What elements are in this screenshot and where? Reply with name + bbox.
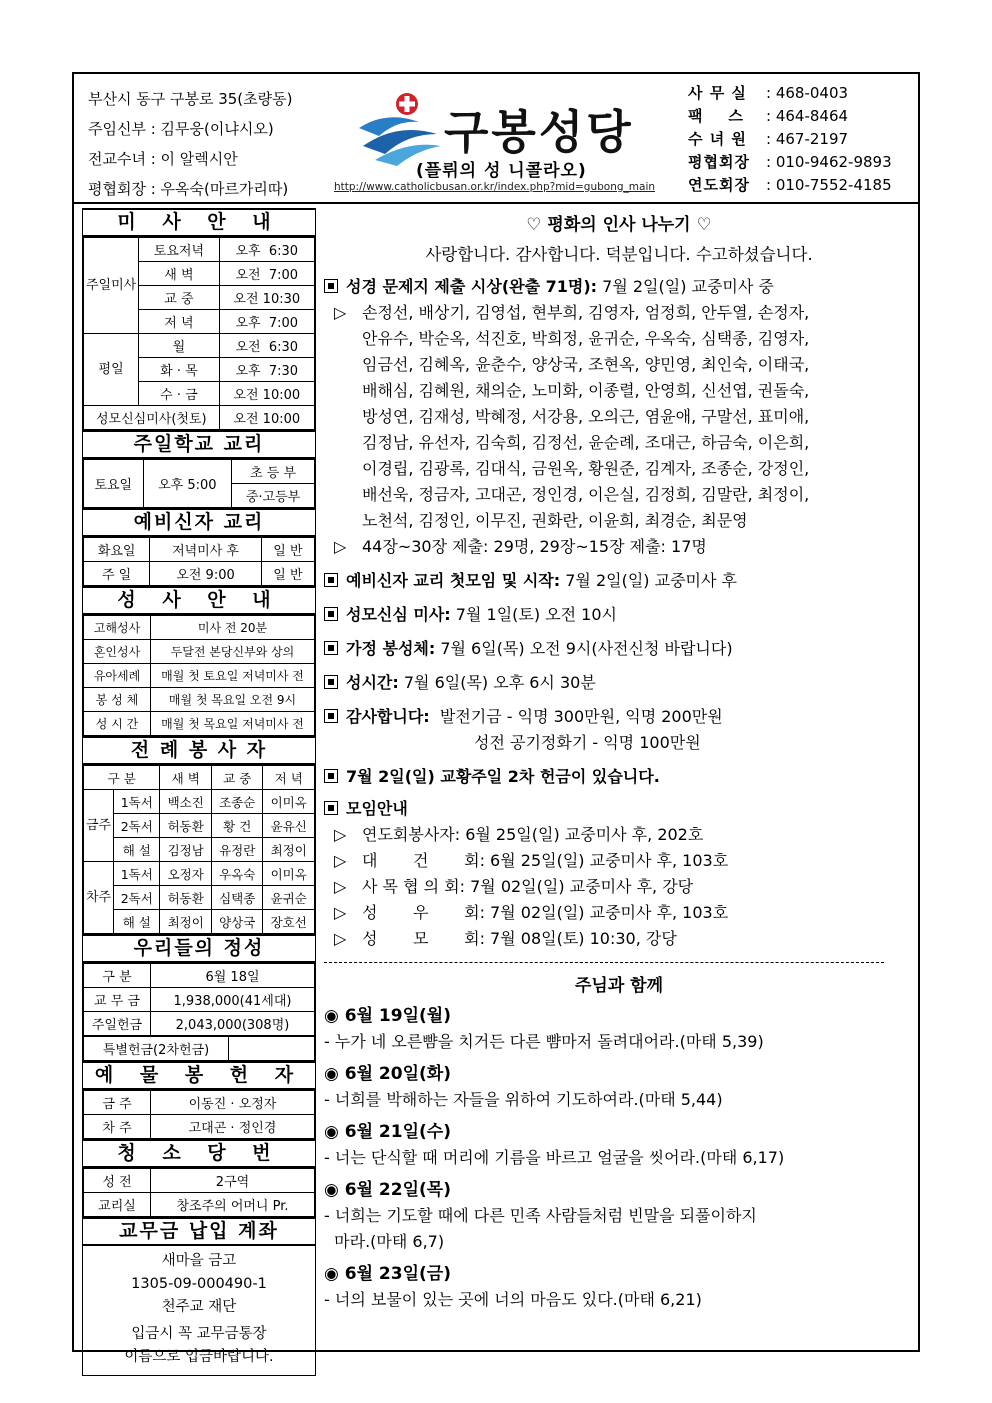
square-bullet-icon [324, 641, 338, 655]
church-title: 구봉성당 [444, 105, 634, 159]
weekday-mass-label: 평일 [84, 334, 139, 406]
day-heading: ◉ 6월 20일(화) [324, 1064, 451, 1084]
day-verse: - 너희는 기도할 때에 다른 민족 사람들처럼 빈말을 되풀이하지 [324, 1206, 757, 1225]
triangle-bullet-icon: ▷ [334, 903, 347, 922]
meeting-item: ▷ 성 모 회: 7월 08일(토) 10:30, 강당 [324, 926, 914, 952]
address: 부산시 동구 구봉로 35(초량동) [88, 90, 293, 108]
name-row: 노천석, 김정인, 이무진, 권화란, 이윤희, 최경순, 최문영 [362, 511, 748, 530]
header-info [88, 84, 293, 204]
special-offering-table: 특별헌금(2차헌금) [83, 1036, 315, 1061]
bulletin-frame [72, 72, 920, 1365]
meeting-header: 모임안내 [324, 796, 914, 822]
name-row: 이경립, 김광록, 김대식, 금원옥, 황원준, 김계자, 조종순, 강정인, [362, 459, 810, 478]
catechumen-title: 예비신자 교리 [83, 509, 315, 537]
sunday-school-title: 주일학교 교리 [83, 431, 315, 459]
name-list [324, 300, 914, 534]
square-bullet-icon [324, 801, 338, 815]
account-title: 교무금 납입 계좌 [83, 1218, 315, 1246]
offering-title: 우리들의 정성 [83, 935, 315, 963]
meeting-item: ▷ 사 목 협 의 회: 7월 02일(일) 교중미사 후, 강당 [324, 874, 914, 900]
mass-table: 주일미사 토요저녁 오후 6:30 새 벽 오전 7:00 교 중 오전 10:30 저 녁 오후 7:00 평일 월 오전 6:30 화 · 목 오후 7:30 수 · 금 오전 10:00 성모신심미사(첫토) 오전 10:00 [83, 237, 315, 430]
cleaning-section [82, 1139, 316, 1217]
triangle-bullet-icon: ▷ [334, 537, 347, 556]
square-bullet-icon [324, 769, 338, 783]
notice-item: 성시간: 7월 6일(목) 오후 6시 30분 [324, 670, 914, 696]
contact-row: 연도회장 : 010-7552-4185 [688, 176, 892, 194]
day-verse: 마라.(마태 6,7) [324, 1232, 445, 1251]
sunday-mass-label: 주일미사 [84, 238, 139, 334]
catechumen-section [82, 508, 316, 586]
name-row: 배선욱, 정금자, 고대곤, 정인경, 이은실, 김정희, 김말란, 최정이, [362, 485, 810, 504]
account-info: 새마을 금고 1305-09-000490-1 천주교 재단 입금시 꼭 교무금통장 이름으로 입금바랍니다. [124, 1253, 274, 1365]
square-bullet-icon [324, 573, 338, 587]
thanks-notice: 감사합니다: 발전기금 - 익명 300만원, 익명 200만원 [324, 704, 914, 730]
sacrament-table: 고해성사 미사 전 20분 혼인성사 두달전 본당신부와 상의 유아세례 매월 첫 토요일 저녁미사 전 봉 성 체 매월 첫 목요일 오전 9시 성 시 간 매월 첫 목요일 저녁미사 전 [83, 615, 315, 736]
church-subtitle: (플뤼의 성 니콜라오) [416, 161, 587, 181]
peace-title: ♡ 평화의 인사 나누기 ♡ [526, 215, 712, 235]
triangle-bullet-icon: ▷ [334, 825, 347, 844]
bible-notice: 성경 문제지 제출 시상(완출 71명): 7월 2일(일) 교중미사 중 [324, 274, 914, 300]
sunday-school-section [82, 430, 316, 508]
thanks-line: 성전 공기정화기 - 익명 100만원 [474, 733, 701, 752]
name-row: 임금선, 김혜옥, 윤춘수, 양상국, 조현옥, 양민영, 최인숙, 이태국, [362, 355, 810, 374]
day-heading: ◉ 6월 19일(월) [324, 1006, 451, 1026]
notice-item: 성모신심 미사: 7월 1일(토) 오전 10시 [324, 602, 914, 628]
square-bullet-icon [324, 279, 338, 293]
notice-item: 예비신자 교리 첫모임 및 시작: 7월 2일(일) 교중미사 후 [324, 568, 914, 594]
sunday-school-table: 토요일 오후 5:00 초 등 부 중·고등부 [83, 459, 315, 508]
with-lord-title: 주님과 함께 [574, 976, 664, 996]
square-bullet-icon [324, 675, 338, 689]
triangle-bullet-icon: ▷ [334, 851, 347, 870]
triangle-bullet-icon: ▷ [334, 877, 347, 896]
day-heading: ◉ 6월 23일(금) [324, 1264, 451, 1284]
circle-bullet-icon: ◉ [324, 1264, 345, 1284]
sidebar [82, 208, 316, 1376]
contact-row: 평협회장 : 010-9462-9893 [688, 153, 892, 171]
name-row: 배해심, 김혜원, 채의순, 노미화, 이종렬, 안영희, 신선엽, 권돌숙, [362, 381, 810, 400]
account-section [82, 1217, 316, 1376]
servers-section [82, 736, 316, 934]
day-verse: - 너의 보물이 있는 곳에 너의 마음도 있다.(마태 6,21) [324, 1290, 702, 1309]
circle-bullet-icon: ◉ [324, 1006, 345, 1026]
pastor: 주임신부 : 김무웅(이냐시오) [88, 120, 274, 138]
meeting-item: ▷ 성 우 회: 7월 02일(일) 교중미사 후, 103호 [324, 900, 914, 926]
gift-table: 금 주 이동진 · 오정자 차 주 고대곤 · 정인경 [83, 1090, 315, 1139]
day-verse: - 누가 네 오른뺨을 치거든 다른 뺨마저 돌려대어라.(마태 5,39) [324, 1032, 764, 1051]
council-president: 평협회장 : 우옥숙(마르가리따) [88, 180, 289, 198]
day-heading: ◉ 6월 22일(목) [324, 1180, 451, 1200]
day-verse: - 너희를 박해하는 자들을 위하여 기도하여라.(마태 5,44) [324, 1090, 723, 1109]
name-row: 김정남, 유선자, 김숙희, 김정선, 윤순례, 조대근, 하금숙, 이은희, [362, 433, 810, 452]
gift-section [82, 1061, 316, 1139]
contact-row: 수 녀 원 : 467-2197 [688, 130, 849, 148]
bible-count: ▷ 44장~30장 제출: 29명, 29장~15장 제출: 17명 [324, 534, 914, 560]
circle-bullet-icon: ◉ [324, 1180, 345, 1200]
triangle-bullet-icon: ▷ [334, 929, 347, 948]
offering-table: 구 분 6월 18일 교 무 금 1,938,000(41세대) 주일헌금 2,043,000(308명) [83, 963, 315, 1036]
website-link[interactable]: http://www.catholicbusan.or.kr/index.php?mid=gubong_main [334, 181, 656, 193]
sacrament-title: 성 사 안 내 [83, 587, 315, 615]
mass-title: 미 사 안 내 [83, 209, 315, 237]
servers-title: 전 례 봉 사 자 [83, 737, 315, 765]
contact-row: 사 무 실 : 468-0403 [688, 84, 849, 102]
square-bullet-icon [324, 607, 338, 621]
name-row: 방성연, 김재성, 박혜정, 서강용, 오의근, 염윤애, 구말선, 표미애, [362, 407, 810, 426]
triangle-bullet-icon: ▷ [334, 303, 347, 322]
meeting-item: ▷ 연도회봉사자: 6월 25일(일) 교중미사 후, 202호 [324, 822, 914, 848]
square-bullet-icon [324, 709, 338, 723]
sister: 전교수녀 : 이 알렉시안 [88, 150, 238, 168]
contact-list [688, 82, 892, 197]
catechumen-table: 화요일 저녁미사 후 일 반 주 일 오전 9:00 일 반 [83, 537, 315, 586]
servers-table: 구 분 새 벽 교 중 저 녁 금주 1독서 백소진 조종순 이미옥 2독서 허동환 황 건 윤유신 해 설 김정남 유정란 최정이 차주 1독서 오정자 우옥숙 이미옥 2독서 허동환 심택종 윤귀순 해 설 최정이 양상국 장호선 [83, 765, 315, 934]
meeting-item: ▷ 대 건 회: 6월 25일(일) 교중미사 후, 103호 [324, 848, 914, 874]
collection-notice: 7월 2일(일) 교황주일 2차 헌금이 있습니다. [324, 764, 914, 790]
offering-section [82, 934, 316, 1061]
contact-row: 팩 스 : 464-8464 [688, 107, 849, 125]
sacrament-section [82, 586, 316, 736]
cleaning-table: 성 전 2구역 교리실 창조주의 어머니 Pr. [83, 1168, 315, 1217]
peace-text: 사랑합니다. 감사합니다. 덕분입니다. 수고하셨습니다. [425, 245, 813, 264]
name-row: 손정선, 배상기, 김영섭, 현부희, 김영자, 엄정희, 안두열, 손정자, [362, 303, 810, 322]
main-content [324, 208, 914, 1313]
day-heading: ◉ 6월 21일(수) [324, 1122, 451, 1142]
circle-bullet-icon: ◉ [324, 1064, 345, 1084]
cleaning-title: 청 소 당 번 [83, 1140, 315, 1168]
divider [324, 962, 884, 963]
circle-bullet-icon: ◉ [324, 1122, 345, 1142]
day-verse: - 너는 단식할 때 머리에 기름을 바르고 얼굴을 씻어라.(마태 6,17) [324, 1148, 785, 1167]
notice-item: 가정 봉성체: 7월 6일(목) 오전 9시(사전신청 바랍니다) [324, 636, 914, 662]
mass-section [82, 208, 316, 430]
name-row: 안유수, 박순옥, 석진호, 박희정, 윤귀순, 우옥숙, 심택종, 김영자, [362, 329, 810, 348]
gift-title: 예 물 봉 헌 자 [83, 1062, 315, 1090]
header [74, 74, 918, 204]
